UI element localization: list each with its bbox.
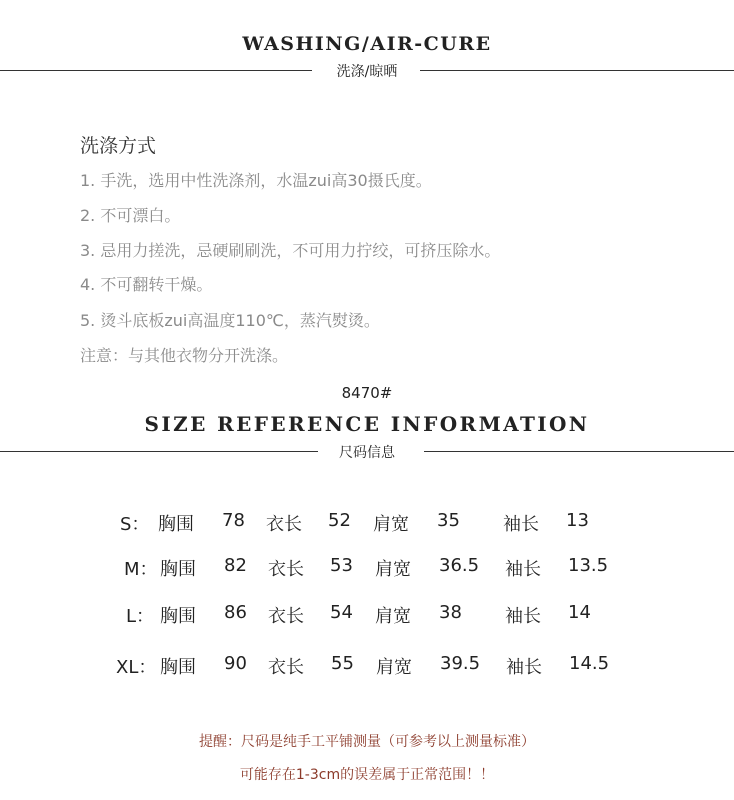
chest-value: 82 — [224, 555, 247, 576]
sleeve-label: 袖长 — [505, 559, 541, 580]
shoulder-label: 肩宽 — [375, 559, 411, 580]
shoulder-value: 36.5 — [439, 555, 480, 576]
washing-instruction-3: 3. 忌用力搓洗，忌硬刷刷洗，不可用力拧绞，可挤压除水。 — [80, 241, 501, 260]
size-title: SIZE REFERENCE INFORMATION — [144, 412, 590, 436]
sleeve-label: 袖长 — [503, 514, 539, 535]
shoulder-value: 35 — [437, 510, 460, 531]
length-label: 衣长 — [268, 606, 304, 627]
washing-divider — [0, 63, 734, 80]
chest-label: 胸围 — [160, 559, 196, 580]
shoulder-value: 38 — [439, 602, 462, 623]
washing-instruction-1: 1. 手洗，选用中性洗涤剂，水温zui高30摄氏度。 — [80, 171, 432, 190]
size-label: M： — [124, 559, 158, 580]
sleeve-label: 袖长 — [506, 657, 542, 678]
size-row-m — [0, 555, 734, 581]
size-label: L： — [126, 606, 155, 627]
chest-label: 胸围 — [160, 657, 196, 678]
shoulder-value: 39.5 — [440, 653, 481, 674]
divider-line-right — [424, 451, 734, 452]
chest-value: 86 — [224, 602, 247, 623]
divider-line-right — [420, 70, 734, 71]
washing-instruction-2: 2. 不可漂白。 — [80, 206, 181, 225]
chest-label: 胸围 — [158, 514, 194, 535]
sleeve-value: 14.5 — [569, 653, 610, 674]
washing-title: WASHING/AIR-CURE — [242, 33, 492, 55]
chest-label: 胸围 — [160, 606, 196, 627]
washing-method-heading: 洗涤方式 — [80, 135, 157, 157]
shoulder-label: 肩宽 — [373, 514, 409, 535]
sleeve-label: 袖长 — [505, 606, 541, 627]
length-value: 55 — [331, 653, 354, 674]
sleeve-value: 14 — [568, 602, 591, 623]
size-row-l — [0, 602, 734, 628]
washing-instruction-4: 4. 不可翻转干燥。 — [80, 275, 213, 294]
length-value: 52 — [328, 510, 351, 531]
length-label: 衣长 — [268, 657, 304, 678]
size-label: S： — [120, 514, 150, 535]
length-label: 衣长 — [266, 514, 302, 535]
size-divider — [0, 444, 734, 461]
style-code: 8470# — [341, 384, 393, 402]
size-subtitle: 尺码信息 — [339, 445, 395, 461]
chest-value: 78 — [222, 510, 245, 531]
length-label: 衣长 — [268, 559, 304, 580]
length-value: 53 — [330, 555, 353, 576]
length-value: 54 — [330, 602, 353, 623]
error-range-note: 可能存在1-3cm的误差属于正常范围！！ — [239, 767, 495, 783]
size-row-xl — [0, 653, 734, 679]
shoulder-label: 肩宽 — [375, 606, 411, 627]
sleeve-value: 13.5 — [568, 555, 609, 576]
sleeve-value: 13 — [566, 510, 589, 531]
size-label: XL： — [116, 657, 157, 678]
washing-instruction-5: 5. 烫斗底板zui高温度110℃，蒸汽熨烫。 — [80, 311, 380, 330]
measurement-reminder: 提醒：尺码是纯手工平铺测量（可参考以上测量标准） — [199, 734, 535, 750]
shoulder-label: 肩宽 — [376, 657, 412, 678]
size-row-s — [0, 510, 734, 536]
chest-value: 90 — [224, 653, 247, 674]
washing-subtitle: 洗涤/晾晒 — [336, 64, 398, 80]
washing-note: 注意：与其他衣物分开洗涤。 — [80, 346, 289, 365]
